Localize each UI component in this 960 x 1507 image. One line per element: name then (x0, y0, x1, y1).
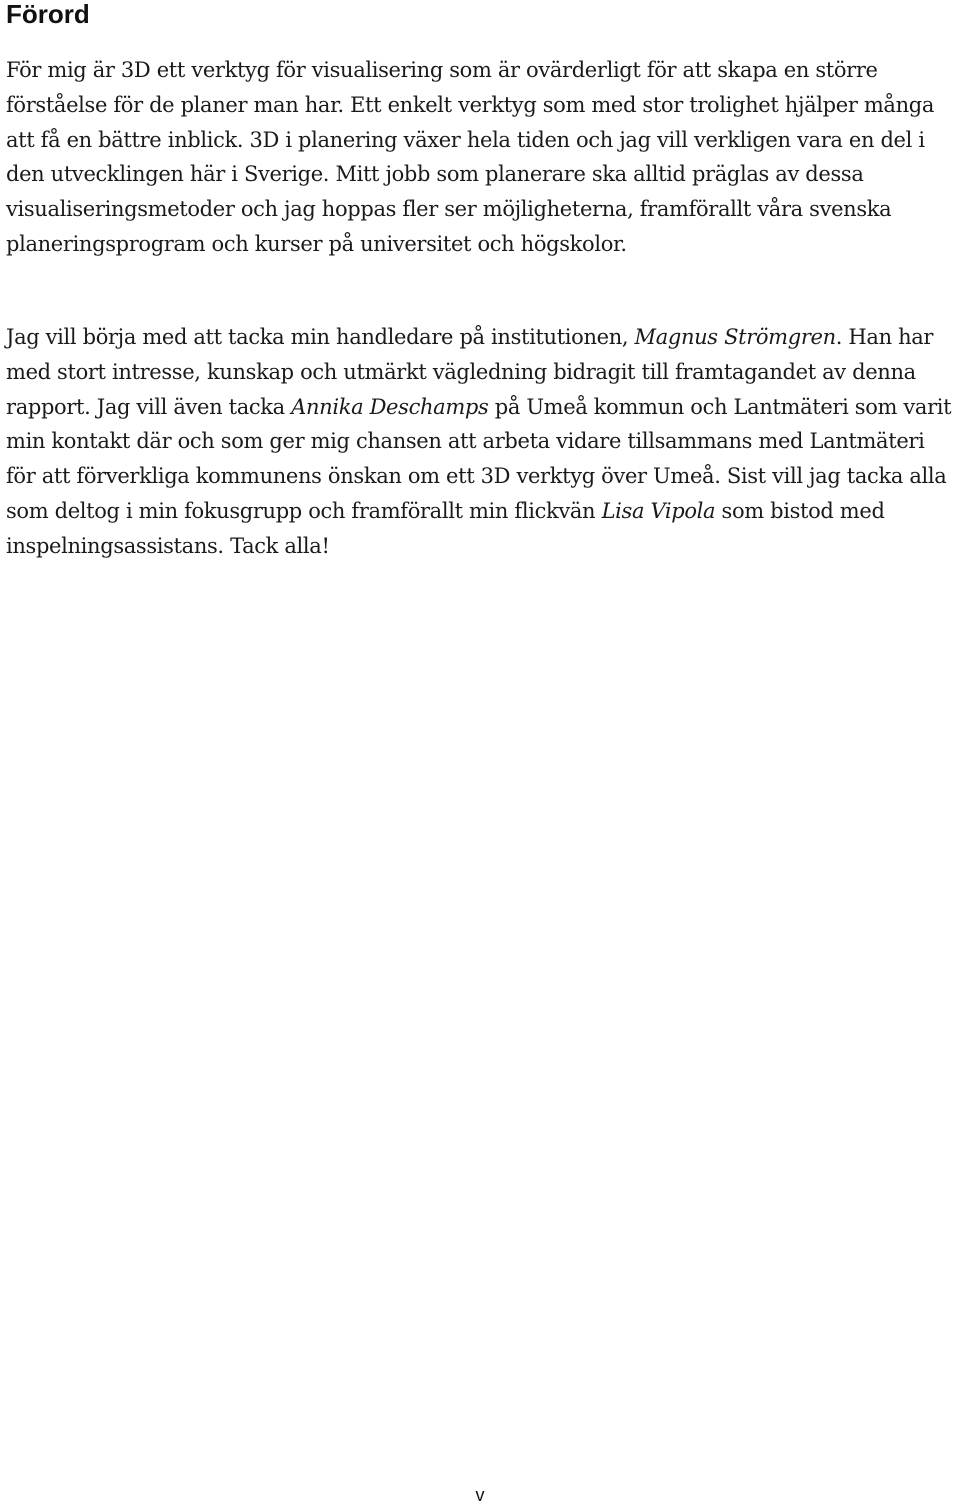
text-segment: på Umeå kommun och Lantmäteri som varit min kontakt där och som ger mig chansen att arbeta vidare tillsammans med Lantmäteri för att förverkliga kommunens önskan om ett 3D verktyg över Umeå. Sist vill jag tacka alla som deltog i min fokusgrupp och framförallt min flickvän (6, 394, 952, 523)
text-segment: . Han har med stort intresse, kunskap och utmärkt vägledning bidragit till framtagandet av denna rapport. Jag vill även tacka (6, 325, 934, 419)
name-supervisor: Magnus Strömgren (634, 325, 836, 349)
paragraph-acknowledgements (6, 320, 956, 564)
text-segment: Jag vill börja med att tacka min handledare på institutionen, (6, 325, 635, 349)
page-title: Förord (6, 0, 90, 29)
name-contact: Annika Deschamps (291, 394, 489, 419)
text-segment: som bistod med inspelningsassistans. Tack alla! (6, 498, 885, 558)
name-partner: Lisa Vipola (601, 498, 716, 523)
paragraph-intro: För mig är 3D ett verktyg för visualisering som är ovärderligt för att skapa en större förståelse för de planer man har. Ett enkelt verktyg som med stor trolighet hjälper många att få en bättre inblick. 3D i planering växer hela tiden och jag vill verkligen vara en del i den utvecklingen här i Sverige. Mitt jobb som planerare ska alltid präglas av dessa visualiseringsmetoder och jag hoppas fler ser möjligheterna, framförallt våra svenska planeringsprogram och kurser på universitet och högskolor. (6, 58, 935, 256)
page-number: v (475, 1485, 485, 1505)
